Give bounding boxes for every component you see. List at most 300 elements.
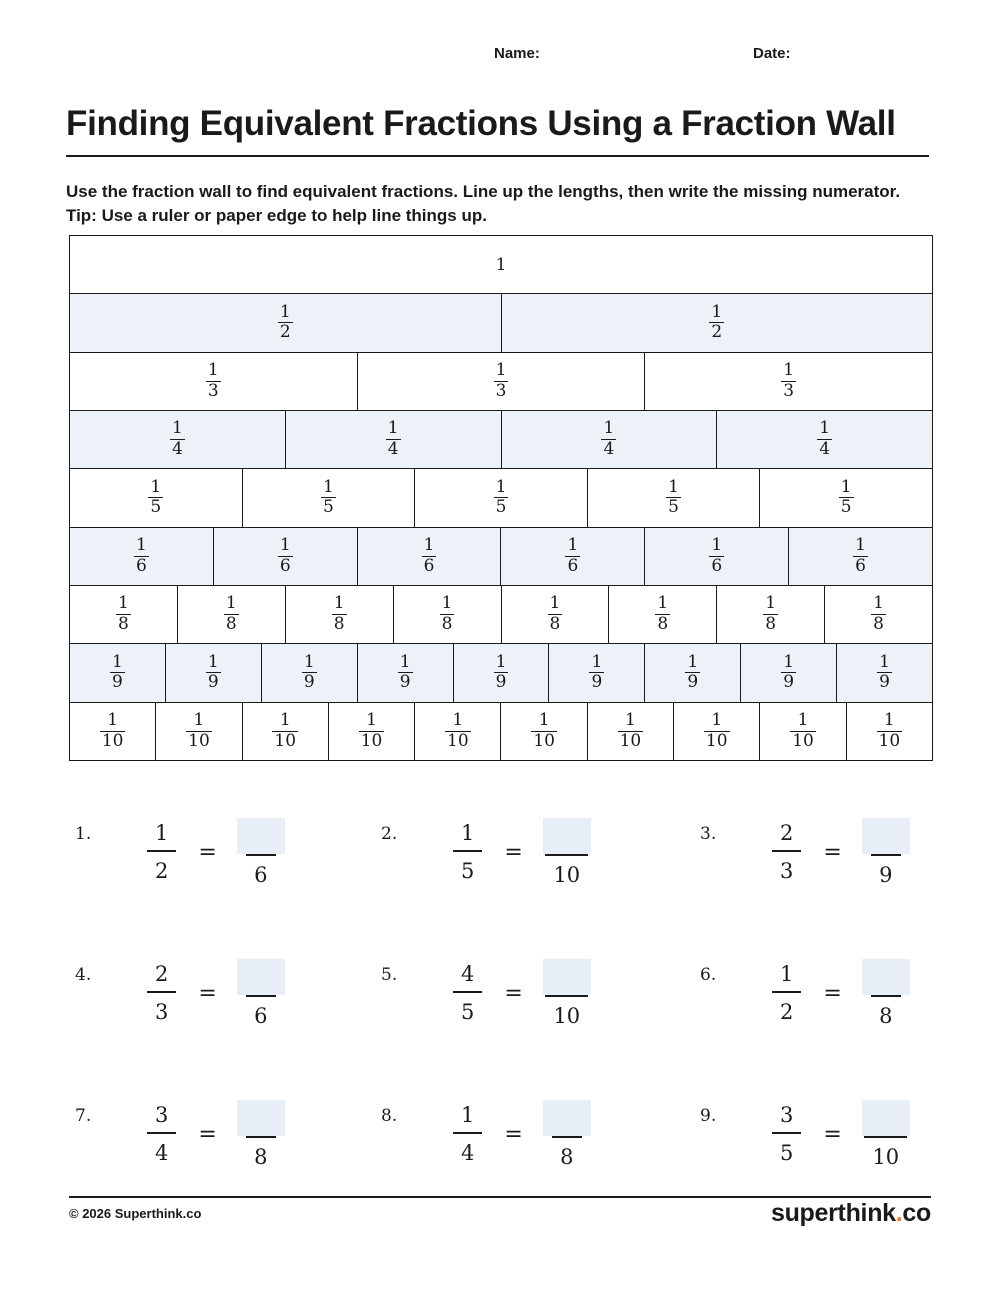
problem-number: 8. <box>381 1106 398 1126</box>
given-denominator: 2 <box>772 991 801 1023</box>
wall-cell <box>759 469 932 526</box>
target-fraction <box>237 1100 285 1168</box>
unit-fraction <box>110 651 125 693</box>
wall-cell <box>328 703 414 760</box>
unit-fraction <box>877 709 903 751</box>
problem-number: 1. <box>75 824 92 844</box>
title-divider <box>66 155 929 157</box>
fraction-denominator: 9 <box>783 672 795 693</box>
fraction-denominator: 4 <box>171 439 183 460</box>
unit-fraction <box>494 476 509 518</box>
target-fraction <box>543 959 591 1027</box>
unit-fraction <box>781 651 796 693</box>
problem-9 <box>700 1100 1000 1180</box>
unit-fraction <box>494 359 509 401</box>
fraction-numerator: 1 <box>225 593 237 614</box>
given-denominator: 3 <box>147 991 176 1023</box>
problem-number: 3. <box>700 824 717 844</box>
unit-fraction <box>565 534 580 576</box>
fraction-numerator: 1 <box>495 651 507 672</box>
target-denominator: 10 <box>545 854 588 886</box>
answer-box[interactable] <box>543 959 591 995</box>
problem-1 <box>75 818 375 898</box>
fraction-numerator: 1 <box>495 359 507 380</box>
fraction-numerator: 1 <box>711 709 723 730</box>
fraction-numerator: 1 <box>112 651 123 672</box>
fraction-numerator: 1 <box>136 534 147 555</box>
fraction-denominator: 6 <box>423 555 435 576</box>
fraction-denominator: 10 <box>619 730 642 751</box>
target-denominator: 10 <box>545 995 588 1027</box>
fraction-denominator: 10 <box>188 730 210 751</box>
problem-number: 5. <box>381 965 398 985</box>
unit-fraction <box>709 534 724 576</box>
given-numerator: 2 <box>155 961 169 986</box>
unit-fraction <box>839 476 854 518</box>
wall-cell <box>357 528 501 585</box>
fraction-numerator: 1 <box>279 534 291 555</box>
given-fraction <box>770 1104 803 1164</box>
unit-fraction <box>781 359 796 401</box>
fraction-denominator: 5 <box>668 497 679 518</box>
wall-cell <box>644 528 788 585</box>
given-fraction <box>451 1104 484 1164</box>
target-fraction <box>237 818 285 886</box>
target-denominator: 9 <box>871 854 900 886</box>
answer-numerator-slot <box>237 1100 285 1136</box>
target-fraction <box>862 959 910 1027</box>
wall-cell <box>242 703 328 760</box>
wall-cell <box>740 644 836 701</box>
wall-cell <box>501 411 717 468</box>
fraction-numerator: 1 <box>333 593 345 614</box>
problem-4 <box>75 959 375 1039</box>
wall-cell <box>357 644 453 701</box>
wall-cell <box>165 644 261 701</box>
fraction-denominator: 5 <box>840 497 852 518</box>
fraction-numerator: 1 <box>765 593 777 614</box>
fraction-denominator: 9 <box>687 672 699 693</box>
target-denominator: 8 <box>871 995 900 1027</box>
fraction-numerator: 1 <box>668 476 679 497</box>
wall-cell <box>414 703 500 760</box>
target-fraction <box>543 1100 591 1168</box>
wall-cell <box>393 586 501 643</box>
wall-row-6ths <box>70 527 932 585</box>
fraction-denominator: 6 <box>711 555 723 576</box>
fraction-numerator: 1 <box>387 418 399 439</box>
equals-sign: = <box>823 839 842 865</box>
unit-fraction <box>871 595 886 634</box>
problem-number: 6. <box>700 965 717 985</box>
fraction-numerator: 1 <box>207 651 219 672</box>
unit-fraction <box>170 420 185 459</box>
equals-sign: = <box>823 1121 842 1147</box>
fraction-numerator: 1 <box>322 476 334 497</box>
wall-cell <box>70 644 165 701</box>
fraction-denominator: 6 <box>136 555 147 576</box>
fraction-denominator: 6 <box>279 555 291 576</box>
unit-fraction <box>531 709 557 751</box>
unit-fraction <box>100 709 126 751</box>
equals-sign: = <box>823 980 842 1006</box>
unit-fraction <box>224 595 239 634</box>
fraction-denominator: 8 <box>333 614 345 635</box>
fraction-denominator: 6 <box>567 555 579 576</box>
unit-fraction <box>116 595 131 634</box>
fraction-numerator: 1 <box>207 359 219 380</box>
fraction-denominator: 4 <box>819 439 831 460</box>
given-fraction <box>145 822 178 882</box>
fraction-numerator: 1 <box>625 709 636 730</box>
wall-cell <box>673 703 759 760</box>
given-numerator: 3 <box>155 1102 169 1127</box>
fraction-denominator: 3 <box>783 380 795 401</box>
answer-box[interactable] <box>543 818 591 854</box>
footer-divider <box>69 1196 931 1198</box>
fraction-denominator: 3 <box>495 380 507 401</box>
answer-numerator-slot <box>862 818 910 854</box>
wall-cell <box>261 644 357 701</box>
unit-fraction <box>206 359 221 401</box>
wall-cell <box>70 528 213 585</box>
problem-expression <box>770 818 910 886</box>
target-fraction <box>237 959 285 1027</box>
wall-cell <box>501 294 933 351</box>
equals-sign: = <box>198 839 217 865</box>
unit-fraction <box>422 534 437 576</box>
problem-expression <box>451 959 591 1027</box>
target-denominator: 6 <box>246 854 275 886</box>
wall-cell <box>285 586 393 643</box>
answer-box[interactable] <box>862 818 910 854</box>
fraction-denominator: 10 <box>360 730 383 751</box>
fraction-denominator: 9 <box>303 672 315 693</box>
problem-5 <box>381 959 681 1039</box>
unit-fraction <box>321 476 336 518</box>
fraction-wall <box>69 235 933 761</box>
wall-cell <box>242 469 415 526</box>
answer-box[interactable] <box>543 1100 591 1136</box>
fraction-numerator: 1 <box>538 709 550 730</box>
fraction-denominator: 10 <box>533 730 555 751</box>
fraction-denominator: 2 <box>711 322 723 343</box>
given-numerator: 3 <box>780 1102 794 1127</box>
fraction-denominator: 10 <box>447 730 469 751</box>
fraction-denominator: 5 <box>322 497 334 518</box>
wall-row-2ths <box>70 293 932 351</box>
problem-expression <box>145 818 285 886</box>
fraction-numerator: 1 <box>567 534 579 555</box>
given-numerator: 1 <box>461 1102 475 1127</box>
unit-fraction <box>790 709 816 751</box>
equals-sign: = <box>504 980 523 1006</box>
wall-row-3ths <box>70 352 932 410</box>
fraction-denominator: 8 <box>225 614 237 635</box>
fraction-numerator: 1 <box>366 709 377 730</box>
unit-fraction <box>278 301 293 343</box>
given-fraction <box>770 822 803 882</box>
fraction-numerator: 1 <box>441 593 453 614</box>
problem-expression <box>145 959 285 1027</box>
wall-cell <box>716 411 932 468</box>
fraction-numerator: 1 <box>687 651 699 672</box>
answer-numerator-slot <box>543 818 591 854</box>
wall-cell <box>587 469 760 526</box>
fraction-numerator: 1 <box>879 651 890 672</box>
answer-box[interactable] <box>237 818 285 854</box>
unit-fraction <box>134 534 149 576</box>
fraction-denominator: 8 <box>549 614 561 635</box>
given-numerator: 4 <box>461 961 475 986</box>
fraction-numerator: 1 <box>193 709 205 730</box>
fraction-denominator: 8 <box>441 614 453 635</box>
target-denominator: 10 <box>864 1136 907 1168</box>
wall-cell <box>548 644 644 701</box>
fraction-numerator: 1 <box>819 418 831 439</box>
unit-fraction <box>589 651 604 693</box>
fraction-numerator: 1 <box>591 651 603 672</box>
brand-tld: co <box>902 1199 931 1227</box>
fraction-numerator: 1 <box>840 476 852 497</box>
wall-row-5ths <box>70 468 932 526</box>
wall-cell <box>155 703 241 760</box>
wall-cell <box>500 528 644 585</box>
given-numerator: 1 <box>155 820 169 845</box>
equals-sign: = <box>504 1121 523 1147</box>
target-fraction <box>862 818 910 886</box>
target-fraction <box>862 1100 910 1168</box>
wall-row-4ths <box>70 410 932 468</box>
fraction-numerator: 1 <box>855 534 866 555</box>
given-denominator: 5 <box>453 991 482 1023</box>
given-fraction <box>145 963 178 1023</box>
fraction-denominator: 9 <box>495 672 507 693</box>
wall-cell <box>453 644 549 701</box>
fraction-numerator: 1 <box>549 593 561 614</box>
wall-cell <box>213 528 357 585</box>
wall-cell <box>836 644 932 701</box>
target-fraction <box>543 818 591 886</box>
wall-cell <box>644 353 932 410</box>
wall-cell <box>759 703 845 760</box>
problem-number: 9. <box>700 1106 717 1126</box>
problem-6 <box>700 959 1000 1039</box>
fraction-denominator: 10 <box>705 730 728 751</box>
fraction-numerator: 1 <box>603 418 615 439</box>
unit-fraction <box>655 595 670 634</box>
wall-cell <box>608 586 716 643</box>
fraction-numerator: 1 <box>452 709 464 730</box>
target-denominator: 8 <box>552 1136 581 1168</box>
unit-fraction <box>206 651 221 693</box>
brand-logo <box>771 1199 931 1228</box>
unit-fraction <box>302 651 317 693</box>
given-denominator: 2 <box>147 850 176 882</box>
answer-numerator-slot <box>543 959 591 995</box>
fraction-numerator: 1 <box>399 651 411 672</box>
equals-sign: = <box>198 980 217 1006</box>
brand-name: superthink <box>770 1199 896 1227</box>
fraction-numerator: 1 <box>118 593 129 614</box>
wall-cell <box>716 586 824 643</box>
wall-cell <box>414 469 587 526</box>
wall-cell <box>846 703 932 760</box>
wall-cell <box>788 528 932 585</box>
given-denominator: 5 <box>772 1132 801 1164</box>
given-denominator: 3 <box>772 850 801 882</box>
given-numerator: 1 <box>461 820 475 845</box>
wall-cell <box>70 469 242 526</box>
fraction-numerator: 1 <box>171 418 183 439</box>
wall-cell-whole: 1 <box>495 254 507 275</box>
given-numerator: 2 <box>780 820 794 845</box>
given-numerator: 1 <box>780 961 794 986</box>
unit-fraction <box>709 301 724 343</box>
fraction-numerator: 1 <box>107 709 119 730</box>
unit-fraction <box>278 534 293 576</box>
given-fraction <box>145 1104 178 1164</box>
given-fraction <box>451 822 484 882</box>
fraction-numerator: 1 <box>495 476 507 497</box>
fraction-numerator: 1 <box>303 651 315 672</box>
unit-fraction <box>618 709 644 751</box>
problem-expression <box>145 1100 285 1168</box>
fraction-numerator: 1 <box>883 709 895 730</box>
page-title: Finding Equivalent Fractions Using a Fraction Wall <box>66 104 896 143</box>
answer-numerator-slot <box>543 1100 591 1136</box>
fraction-numerator: 1 <box>279 301 291 322</box>
problem-expression <box>451 1100 591 1168</box>
wall-cell <box>70 294 501 351</box>
unit-fraction <box>763 595 778 634</box>
unit-fraction <box>877 651 892 693</box>
fraction-numerator: 1 <box>150 476 162 497</box>
fraction-numerator: 1 <box>657 593 669 614</box>
wall-cell <box>70 353 357 410</box>
problem-number: 2. <box>381 824 398 844</box>
equals-sign: = <box>504 839 523 865</box>
wall-row-10ths <box>70 702 932 760</box>
unit-fraction <box>853 534 868 576</box>
wall-cell <box>285 411 501 468</box>
date-label: Date: <box>753 45 791 62</box>
unit-fraction <box>386 420 401 459</box>
wall-cell <box>177 586 285 643</box>
unit-fraction <box>440 595 455 634</box>
unit-fraction <box>359 709 385 751</box>
fraction-denominator: 5 <box>495 497 507 518</box>
fraction-denominator: 10 <box>274 730 297 751</box>
answer-box[interactable] <box>862 1100 910 1136</box>
fraction-denominator: 10 <box>878 730 901 751</box>
fraction-denominator: 2 <box>279 322 291 343</box>
equals-sign: = <box>198 1121 217 1147</box>
fraction-denominator: 8 <box>118 614 129 635</box>
problem-expression <box>451 818 591 886</box>
wall-cell <box>70 586 177 643</box>
answer-numerator-slot <box>237 959 285 995</box>
wall-cell <box>70 703 155 760</box>
given-denominator: 4 <box>147 1132 176 1164</box>
fraction-denominator: 9 <box>112 672 123 693</box>
fraction-denominator: 4 <box>387 439 399 460</box>
unit-fraction <box>601 420 616 459</box>
unit-fraction <box>685 651 700 693</box>
wall-cell <box>501 586 609 643</box>
answer-box[interactable] <box>862 959 910 995</box>
given-denominator: 5 <box>453 850 482 882</box>
problem-number: 7. <box>75 1106 92 1126</box>
instructions: Use the fraction wall to find equivalent fractions. Line up the lengths, then write the missing numerator. Tip: Use a ruler or paper edge to help line things up. <box>66 182 901 225</box>
unit-fraction <box>704 709 730 751</box>
target-denominator: 6 <box>246 995 275 1027</box>
answer-numerator-slot <box>862 1100 910 1136</box>
fraction-denominator: 6 <box>855 555 866 576</box>
fraction-denominator: 9 <box>879 672 890 693</box>
problem-expression <box>770 1100 910 1168</box>
fraction-denominator: 10 <box>101 730 124 751</box>
fraction-numerator: 1 <box>711 534 723 555</box>
unit-fraction <box>186 709 212 751</box>
fraction-numerator: 1 <box>797 709 809 730</box>
answer-box[interactable] <box>237 959 285 995</box>
wall-cell <box>357 353 645 410</box>
unit-fraction <box>272 709 298 751</box>
answer-box[interactable] <box>237 1100 285 1136</box>
unit-fraction <box>148 476 163 518</box>
fraction-numerator: 1 <box>279 709 291 730</box>
given-fraction <box>451 963 484 1023</box>
target-denominator: 8 <box>246 1136 275 1168</box>
wall-cell <box>500 703 586 760</box>
answer-numerator-slot <box>237 818 285 854</box>
wall-row-9ths <box>70 643 932 701</box>
problem-7 <box>75 1100 375 1180</box>
fraction-numerator: 1 <box>873 593 884 614</box>
wall-cell <box>644 644 740 701</box>
fraction-denominator: 5 <box>150 497 162 518</box>
unit-fraction <box>332 595 347 634</box>
fraction-denominator: 10 <box>792 730 814 751</box>
problem-expression <box>770 959 910 1027</box>
unit-fraction <box>666 476 681 518</box>
fraction-denominator: 8 <box>873 614 884 635</box>
wall-cell <box>587 703 673 760</box>
wall-cell <box>70 411 285 468</box>
fraction-denominator: 3 <box>207 380 219 401</box>
problem-2 <box>381 818 681 898</box>
wall-row-8ths <box>70 585 932 643</box>
fraction-numerator: 1 <box>783 651 795 672</box>
problem-8 <box>381 1100 681 1180</box>
unit-fraction <box>445 709 471 751</box>
unit-fraction <box>548 595 563 634</box>
fraction-denominator: 4 <box>603 439 615 460</box>
unit-fraction <box>398 651 413 693</box>
fraction-denominator: 9 <box>207 672 219 693</box>
given-fraction <box>770 963 803 1023</box>
answer-numerator-slot <box>862 959 910 995</box>
fraction-denominator: 8 <box>765 614 777 635</box>
unit-fraction <box>494 651 509 693</box>
fraction-numerator: 1 <box>711 301 723 322</box>
fraction-denominator: 9 <box>399 672 411 693</box>
wall-cell <box>824 586 932 643</box>
fraction-numerator: 1 <box>423 534 435 555</box>
fraction-denominator: 9 <box>591 672 603 693</box>
fraction-numerator: 1 <box>783 359 795 380</box>
